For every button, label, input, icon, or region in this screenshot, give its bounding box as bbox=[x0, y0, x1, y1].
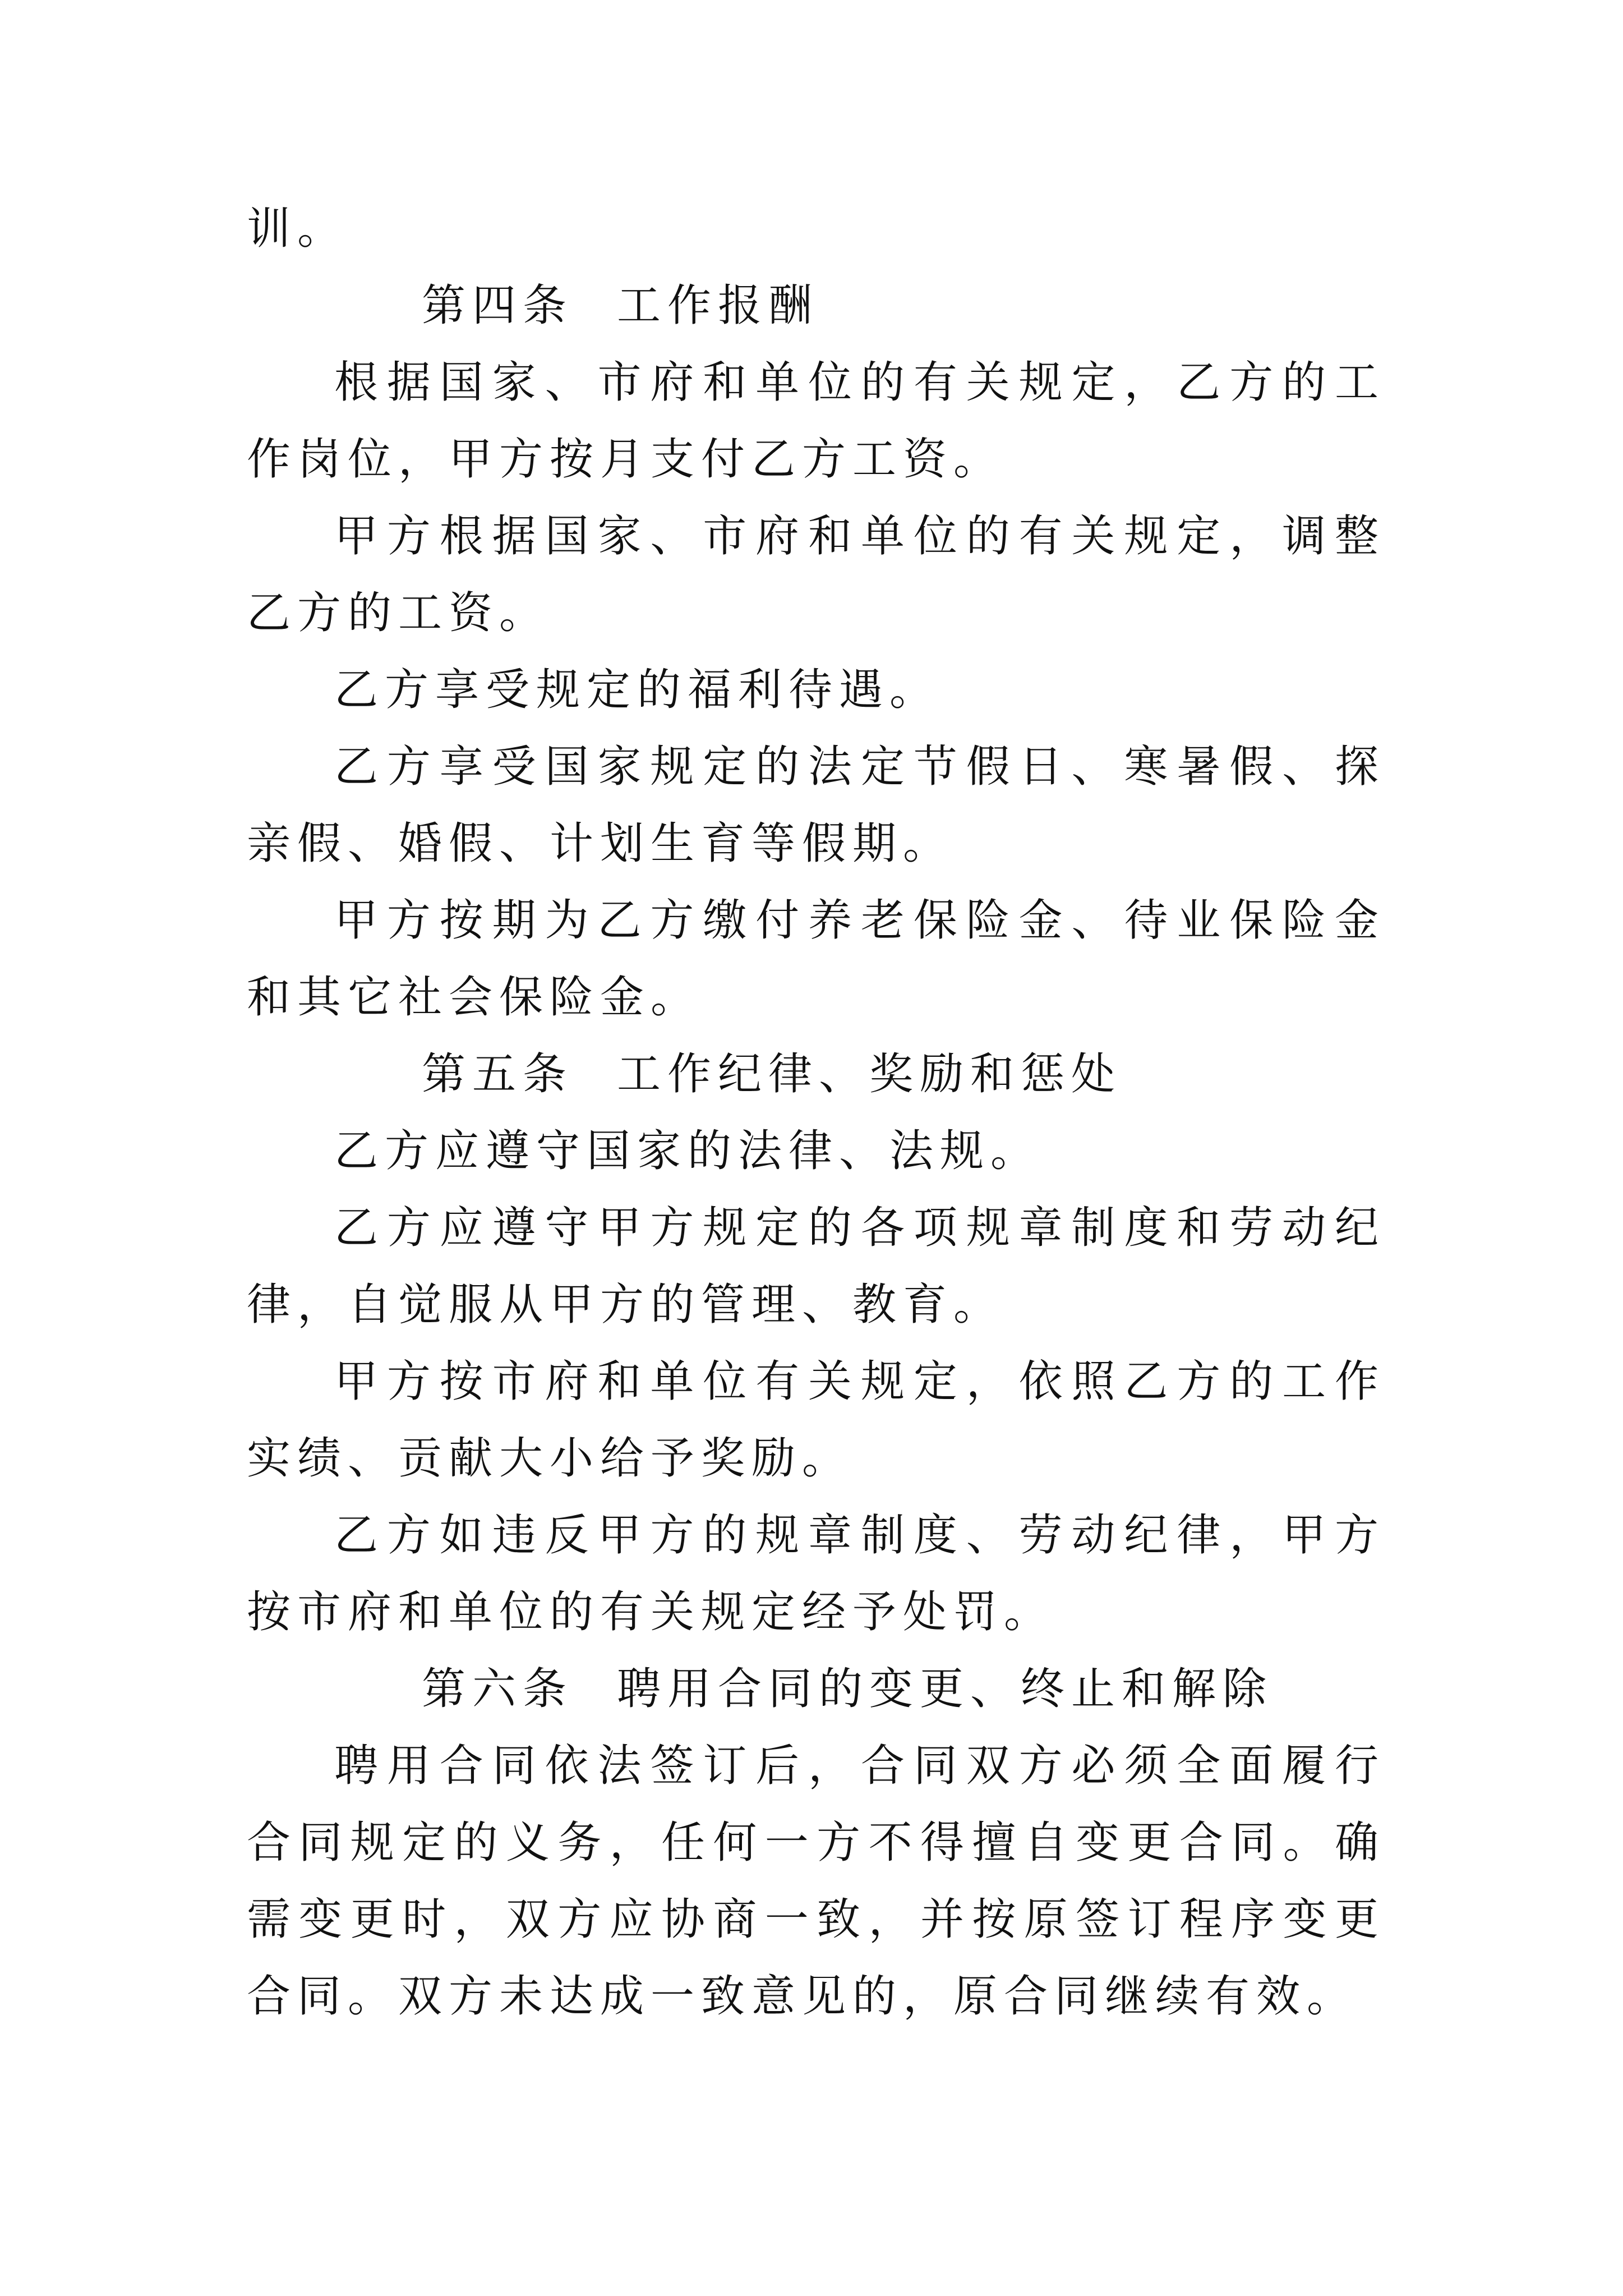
article-4-heading bbox=[247, 268, 1385, 344]
paragraph: 乙方应遵守国家的法律、法规。 bbox=[334, 1126, 1041, 1176]
paragraph: 乙方享受国家规定的法定节假日、寒暑假、探亲假、婚假、计划生育等假期。 bbox=[247, 742, 1385, 869]
paragraph: 乙方如违反甲方的规章制度、劳动纪律，甲方按市府和单位的有关规定经予处罚。 bbox=[247, 1510, 1385, 1637]
article-title: 工作纪律、奖励和惩处 bbox=[617, 1049, 1122, 1099]
paragraph: 聘用合同依法签订后，合同双方必须全面履行合同规定的义务，任何一方不得擅自变更合同。确需变更时，双方应协商一致，并按原签订程序变更合同。双方未达成一致意见的，原合同继续有效。 bbox=[247, 1741, 1385, 2022]
document-body bbox=[247, 191, 1385, 2035]
paragraph: 甲方根据国家、市府和单位的有关规定，调整乙方的工资。 bbox=[247, 511, 1385, 638]
paragraph: 乙方享受规定的福利待遇。 bbox=[334, 665, 940, 715]
article-number: 第四条 bbox=[422, 280, 574, 331]
paragraph: 甲方按市府和单位有关规定，依照乙方的工作实绩、贡献大小给予奖励。 bbox=[247, 1356, 1385, 1484]
article-title: 工作报酬 bbox=[617, 280, 819, 331]
article-title: 聘用合同的变更、终止和解除 bbox=[617, 1664, 1274, 1714]
paragraph: 乙方应遵守甲方规定的各项规章制度和劳动纪律，自觉服从甲方的管理、教育。 bbox=[247, 1203, 1385, 1330]
article-6-heading bbox=[247, 1651, 1385, 1728]
article-5-heading bbox=[247, 1036, 1385, 1113]
paragraph: 甲方按期为乙方缴付养老保险金、待业保险金和其它社会保险金。 bbox=[247, 895, 1385, 1023]
article-number: 第六条 bbox=[422, 1664, 574, 1714]
paragraph-continuation: 训。 bbox=[247, 204, 348, 254]
article-number: 第五条 bbox=[422, 1049, 574, 1099]
paragraph: 根据国家、市府和单位的有关规定，乙方的工作岗位，甲方按月支付乙方工资。 bbox=[247, 357, 1385, 485]
